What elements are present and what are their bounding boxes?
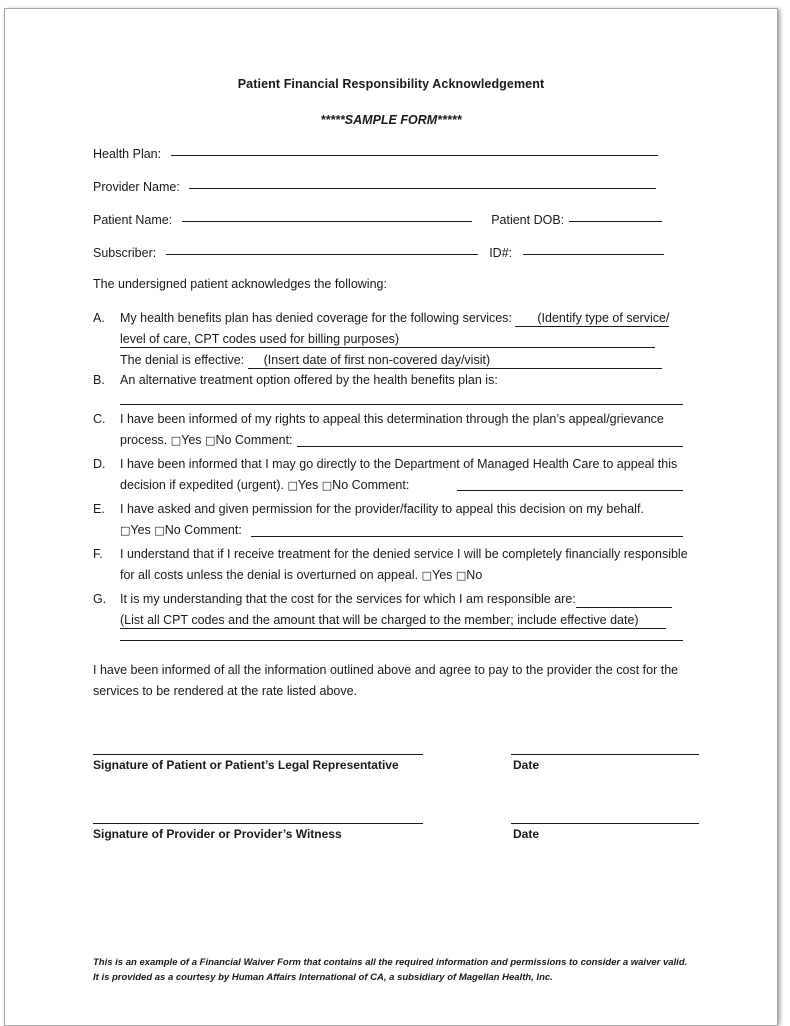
list-item-a (93, 308, 701, 371)
item-f-body (120, 544, 701, 586)
item-a-line3-hint: (Insert date of first non-covered day/visit) (263, 353, 491, 367)
item-g-marker: G. (93, 592, 107, 606)
item-f-marker: F. (93, 547, 103, 561)
item-c-text: I have been informed of my rights to appeal this determination through the plan’s appeal/grievance process. (120, 412, 664, 447)
item-d-no-label: No (332, 478, 349, 492)
patient-date-input[interactable] (511, 754, 699, 755)
item-b-text: An alternative treatment option offered by the health benefits plan is: (120, 373, 498, 387)
item-g-hint: (List all CPT codes and the amount that will be charged to the member; include effective date) (120, 613, 639, 627)
patient-name-input[interactable] (182, 221, 472, 222)
item-a-marker: A. (93, 311, 105, 325)
item-d-yes-checkbox[interactable]: □ (287, 479, 298, 492)
item-a-date-input[interactable] (248, 353, 264, 369)
provider-name-input[interactable] (189, 188, 656, 189)
id-number-input[interactable] (523, 254, 664, 255)
item-f-text: I understand that if I receive treatment for the denied service I will be completely financially responsible for all costs unless the denial is overturned on appeal. (120, 547, 688, 582)
patient-name-label: Patient Name: (93, 213, 173, 227)
item-d-no-checkbox[interactable]: □ (321, 479, 333, 492)
item-a-service-input[interactable] (515, 311, 537, 327)
item-e-body (120, 499, 701, 541)
item-f-no-checkbox[interactable]: □ (455, 569, 467, 582)
item-g-extra-input[interactable] (120, 640, 683, 641)
item-b-body (120, 370, 701, 391)
item-b-answer-input[interactable] (120, 404, 683, 405)
document-page (4, 8, 778, 1026)
list-item-f (93, 544, 701, 586)
item-g-cost-input-cont[interactable] (639, 613, 666, 629)
item-f-no-label: No (466, 568, 483, 582)
item-c-no-label: No (215, 433, 232, 447)
patient-dob-label: Patient DOB: (491, 213, 565, 227)
item-f-yes-label: Yes (432, 568, 453, 582)
item-c-yes-label: Yes (181, 433, 202, 447)
item-g-body (120, 589, 701, 631)
item-d-text: I have been informed that I may go directly to the Department of Managed Health Care to appeal this decision if expedited (urgent). (120, 457, 678, 492)
item-d-comment-label: Comment: (351, 478, 410, 492)
id-number-label: ID#: (489, 246, 513, 260)
footer-note: This is an example of a Financial Waiver Form that contains all the required information and permissions to consider a waiver valid. It is provided as a courtesy by Human Affairs International of CA, a subsidiary of Magellan Health, Inc. (93, 957, 688, 983)
provider-signature-input[interactable] (93, 823, 423, 824)
item-c-body (120, 409, 701, 451)
item-e-comment-input[interactable] (251, 536, 683, 537)
sample-form-notice: *****SAMPLE FORM***** (320, 113, 462, 127)
patient-signature-input[interactable] (93, 754, 423, 755)
item-c-comment-label: Comment: (234, 433, 293, 447)
patient-date-caption: Date (513, 758, 540, 772)
patient-signature-caption: Signature of Patient or Patient’s Legal Representative (93, 758, 399, 772)
item-a-line1-lead: My health benefits plan has denied coverage for the following services: (120, 311, 512, 325)
item-g-text: It is my understanding that the cost for the services for which I am responsible are: (120, 592, 576, 606)
item-f-yes-checkbox[interactable]: □ (421, 569, 432, 582)
item-a-body (120, 308, 701, 371)
item-d-comment-input[interactable] (457, 490, 683, 491)
provider-signature-caption: Signature of Provider or Provider’s Witness (93, 827, 342, 841)
item-c-yes-checkbox[interactable]: □ (170, 434, 182, 447)
item-e-yes-label: Yes (130, 523, 151, 537)
item-c-marker: C. (93, 412, 106, 426)
field-health-plan (93, 147, 658, 161)
subscriber-input[interactable] (166, 254, 478, 255)
item-e-no-label: No (164, 523, 181, 537)
field-provider-name (93, 180, 656, 194)
page-sheet (5, 9, 777, 1025)
item-d-marker: D. (93, 457, 106, 471)
list-item-e (93, 499, 701, 541)
closing-paragraph: I have been informed of all the information outlined above and agree to pay to the provider the cost for the services to be rendered at the rate listed above. (93, 663, 679, 698)
item-a-service-input-cont[interactable] (399, 332, 655, 348)
item-a-line1-hint: (Identify type of service/ (537, 311, 670, 325)
patient-dob-input[interactable] (569, 221, 662, 222)
item-e-comment-label: Comment: (184, 523, 242, 537)
item-a-line2-hint: level of care, CPT codes used for billing purposes) (120, 332, 400, 346)
list-item-c (93, 409, 701, 451)
item-e-marker: E. (93, 502, 105, 516)
list-item-b (93, 370, 701, 391)
item-b-marker: B. (93, 373, 105, 387)
item-d-yes-label: Yes (297, 478, 319, 492)
health-plan-label: Health Plan: (93, 147, 162, 161)
health-plan-input[interactable] (171, 155, 658, 156)
field-subscriber-id (93, 246, 664, 260)
item-a-date-input-cont[interactable] (490, 353, 662, 369)
item-g-cost-input[interactable] (576, 592, 672, 608)
item-e-yes-checkbox[interactable]: □ (120, 524, 131, 537)
intro-text: The undersigned patient acknowledges the following: (93, 277, 387, 291)
item-e-text: I have asked and given permission for the provider/facility to appeal this decision on my behalf. (120, 502, 644, 516)
provider-date-caption: Date (513, 827, 540, 841)
field-patient-name-dob (93, 213, 662, 227)
page-title: Patient Financial Responsibility Acknowledgement (237, 77, 545, 91)
subscriber-label: Subscriber: (93, 246, 157, 260)
item-e-no-checkbox[interactable]: □ (154, 524, 165, 537)
item-c-comment-input[interactable] (297, 446, 683, 447)
list-item-g (93, 589, 701, 631)
provider-date-input[interactable] (511, 823, 699, 824)
item-a-line3-lead: The denial is effective: (120, 353, 245, 367)
provider-name-label: Provider Name: (93, 180, 180, 194)
item-c-no-checkbox[interactable]: □ (205, 434, 216, 447)
